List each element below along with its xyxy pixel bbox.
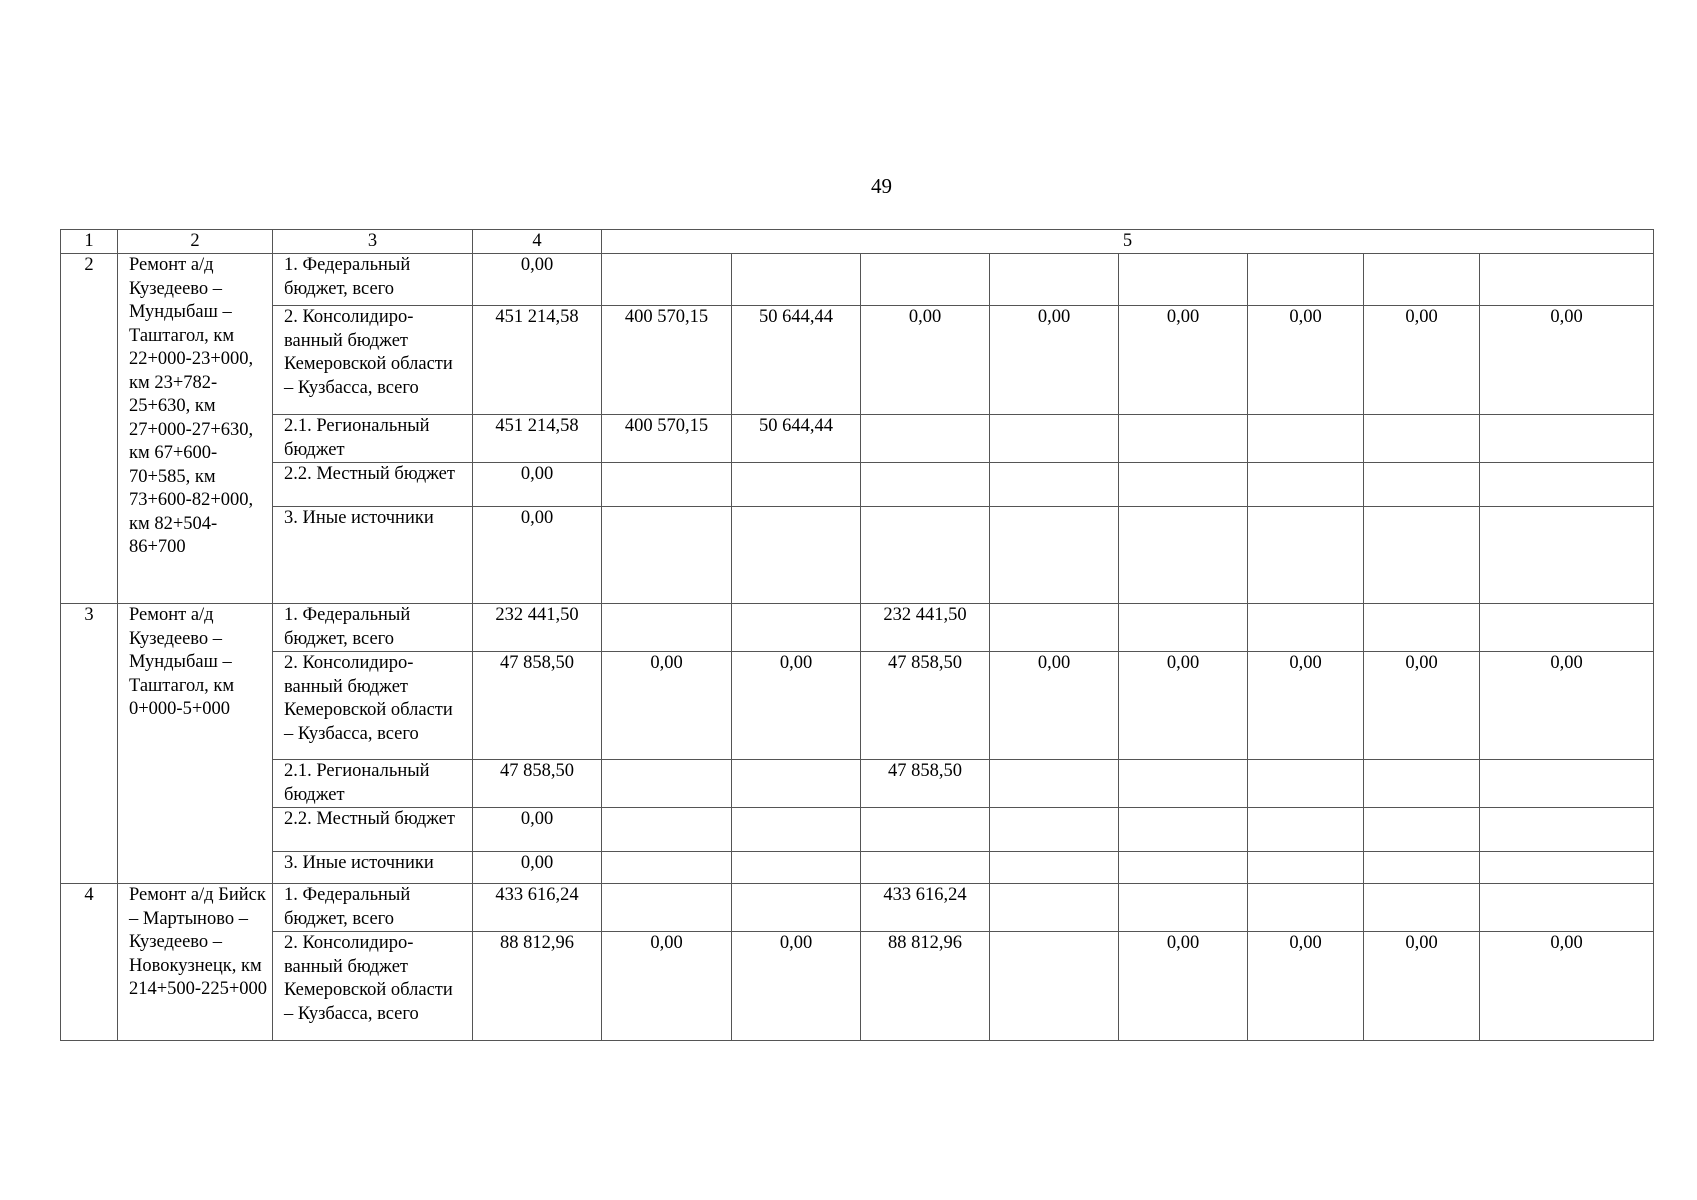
funding-source: 2.1. Региональный бюджет [273, 760, 473, 808]
project-name: Ремонт а/д Кузедеево – Мундыбаш – Таштагол, км 0+000-5+000 [118, 604, 273, 884]
year-value [990, 852, 1119, 884]
total-value: 451 214,58 [473, 415, 602, 463]
year-value [602, 604, 732, 652]
budget-table [60, 229, 1654, 1041]
year-value: 0,00 [732, 932, 861, 1041]
funding-source: 1. Федеральный бюджет, всего [273, 604, 473, 652]
header-row [61, 230, 1654, 254]
year-value [1119, 463, 1248, 507]
year-value: 0,00 [1480, 652, 1654, 760]
funding-source: 2. Консолидиро-ванный бюджет Кемеровской области – Кузбасса, всего [273, 932, 473, 1041]
table-row [61, 254, 1654, 306]
year-value [1119, 604, 1248, 652]
table-row [61, 652, 1654, 760]
year-value [1248, 760, 1364, 808]
year-value [732, 852, 861, 884]
year-value [1119, 254, 1248, 306]
year-value [1248, 415, 1364, 463]
page-number: 49 [871, 174, 892, 198]
year-value: 400 570,15 [602, 415, 732, 463]
year-value [861, 463, 990, 507]
year-value [732, 808, 861, 852]
year-value: 0,00 [1364, 932, 1480, 1041]
year-value: 0,00 [1119, 652, 1248, 760]
year-value [1364, 884, 1480, 932]
year-value [1364, 463, 1480, 507]
total-value: 433 616,24 [473, 884, 602, 932]
year-value: 0,00 [1364, 652, 1480, 760]
year-value: 0,00 [1364, 306, 1480, 415]
year-value: 0,00 [1480, 306, 1654, 415]
funding-source: 2.1. Региональный бюджет [273, 415, 473, 463]
year-value: 0,00 [1248, 652, 1364, 760]
total-value: 47 858,50 [473, 760, 602, 808]
year-value [861, 254, 990, 306]
funding-source: 2. Консолидиро-ванный бюджет Кемеровской области – Кузбасса, всего [273, 306, 473, 415]
year-value [732, 760, 861, 808]
year-value: 88 812,96 [861, 932, 990, 1041]
year-value: 0,00 [1480, 932, 1654, 1041]
header-cell: 3 [273, 230, 473, 254]
table-row [61, 306, 1654, 415]
year-value [1480, 507, 1654, 604]
table-row [61, 604, 1654, 652]
funding-source: 3. Иные источники [273, 852, 473, 884]
funding-source: 2. Консолидиро-ванный бюджет Кемеровской области – Кузбасса, всего [273, 652, 473, 760]
year-value [1364, 760, 1480, 808]
header-cell: 2 [118, 230, 273, 254]
header-cell: 1 [61, 230, 118, 254]
year-value: 433 616,24 [861, 884, 990, 932]
year-value [990, 604, 1119, 652]
year-value [1248, 852, 1364, 884]
header-cell: 5 [602, 230, 1654, 254]
year-value [990, 932, 1119, 1041]
total-value: 232 441,50 [473, 604, 602, 652]
year-value [1119, 884, 1248, 932]
year-value [1119, 507, 1248, 604]
year-value [861, 808, 990, 852]
year-value [602, 760, 732, 808]
year-value [602, 254, 732, 306]
table-row [61, 415, 1654, 463]
year-value: 0,00 [602, 652, 732, 760]
year-value [1248, 507, 1364, 604]
year-value [732, 884, 861, 932]
funding-source: 2.2. Местный бюджет [273, 808, 473, 852]
year-value [861, 415, 990, 463]
year-value [1480, 415, 1654, 463]
year-value [602, 507, 732, 604]
total-value: 0,00 [473, 852, 602, 884]
year-value: 400 570,15 [602, 306, 732, 415]
year-value: 47 858,50 [861, 760, 990, 808]
year-value [732, 463, 861, 507]
year-value [1364, 852, 1480, 884]
year-value: 0,00 [990, 652, 1119, 760]
year-value: 0,00 [1248, 932, 1364, 1041]
table-row [61, 507, 1654, 604]
table-row [61, 852, 1654, 884]
year-value [602, 884, 732, 932]
funding-source: 1. Федеральный бюджет, всего [273, 254, 473, 306]
total-value: 47 858,50 [473, 652, 602, 760]
year-value: 0,00 [1119, 932, 1248, 1041]
year-value [602, 852, 732, 884]
year-value [1364, 507, 1480, 604]
year-value [1119, 808, 1248, 852]
year-value: 0,00 [602, 932, 732, 1041]
year-value: 0,00 [861, 306, 990, 415]
year-value [990, 463, 1119, 507]
table-row [61, 760, 1654, 808]
year-value: 0,00 [1248, 306, 1364, 415]
year-value [602, 808, 732, 852]
year-value [602, 463, 732, 507]
year-value [1119, 415, 1248, 463]
year-value [861, 507, 990, 604]
year-value [1248, 808, 1364, 852]
year-value: 0,00 [1119, 306, 1248, 415]
funding-source: 2.2. Местный бюджет [273, 463, 473, 507]
project-number: 4 [61, 884, 118, 1041]
year-value [1364, 254, 1480, 306]
year-value: 0,00 [732, 652, 861, 760]
year-value: 0,00 [990, 306, 1119, 415]
year-value: 232 441,50 [861, 604, 990, 652]
project-name: Ремонт а/д Кузедеево – Мундыбаш – Таштагол, км 22+000-23+000, км 23+782-25+630, км 27+000-27+630, км 67+600-70+585, км 73+600-82+000, км 82+504-86+700 [118, 254, 273, 604]
project-number: 3 [61, 604, 118, 884]
year-value [732, 507, 861, 604]
year-value [1480, 604, 1654, 652]
header-cell: 4 [473, 230, 602, 254]
year-value [990, 254, 1119, 306]
year-value [1248, 254, 1364, 306]
year-value [990, 884, 1119, 932]
year-value [990, 808, 1119, 852]
total-value: 0,00 [473, 254, 602, 306]
year-value [1480, 463, 1654, 507]
total-value: 0,00 [473, 808, 602, 852]
year-value [1480, 254, 1654, 306]
table-row [61, 808, 1654, 852]
year-value [732, 604, 861, 652]
total-value: 88 812,96 [473, 932, 602, 1041]
year-value [990, 507, 1119, 604]
total-value: 451 214,58 [473, 306, 602, 415]
table-row [61, 932, 1654, 1041]
total-value: 0,00 [473, 507, 602, 604]
year-value [990, 415, 1119, 463]
table-row [61, 463, 1654, 507]
year-value [1119, 760, 1248, 808]
year-value [1364, 604, 1480, 652]
year-value [1480, 852, 1654, 884]
year-value [1248, 884, 1364, 932]
funding-source: 3. Иные источники [273, 507, 473, 604]
year-value [1364, 808, 1480, 852]
year-value [1480, 884, 1654, 932]
year-value [1364, 415, 1480, 463]
year-value [1480, 808, 1654, 852]
year-value: 50 644,44 [732, 306, 861, 415]
year-value [1119, 852, 1248, 884]
year-value: 47 858,50 [861, 652, 990, 760]
year-value [990, 760, 1119, 808]
funding-source: 1. Федеральный бюджет, всего [273, 884, 473, 932]
year-value [1248, 463, 1364, 507]
project-number: 2 [61, 254, 118, 604]
year-value [861, 852, 990, 884]
year-value [1480, 760, 1654, 808]
project-name: Ремонт а/д Бийск – Мартыново – Кузедеево – Новокузнецк, км 214+500-225+000 [118, 884, 273, 1041]
year-value [1248, 604, 1364, 652]
year-value [732, 254, 861, 306]
total-value: 0,00 [473, 463, 602, 507]
table-row [61, 884, 1654, 932]
year-value: 50 644,44 [732, 415, 861, 463]
